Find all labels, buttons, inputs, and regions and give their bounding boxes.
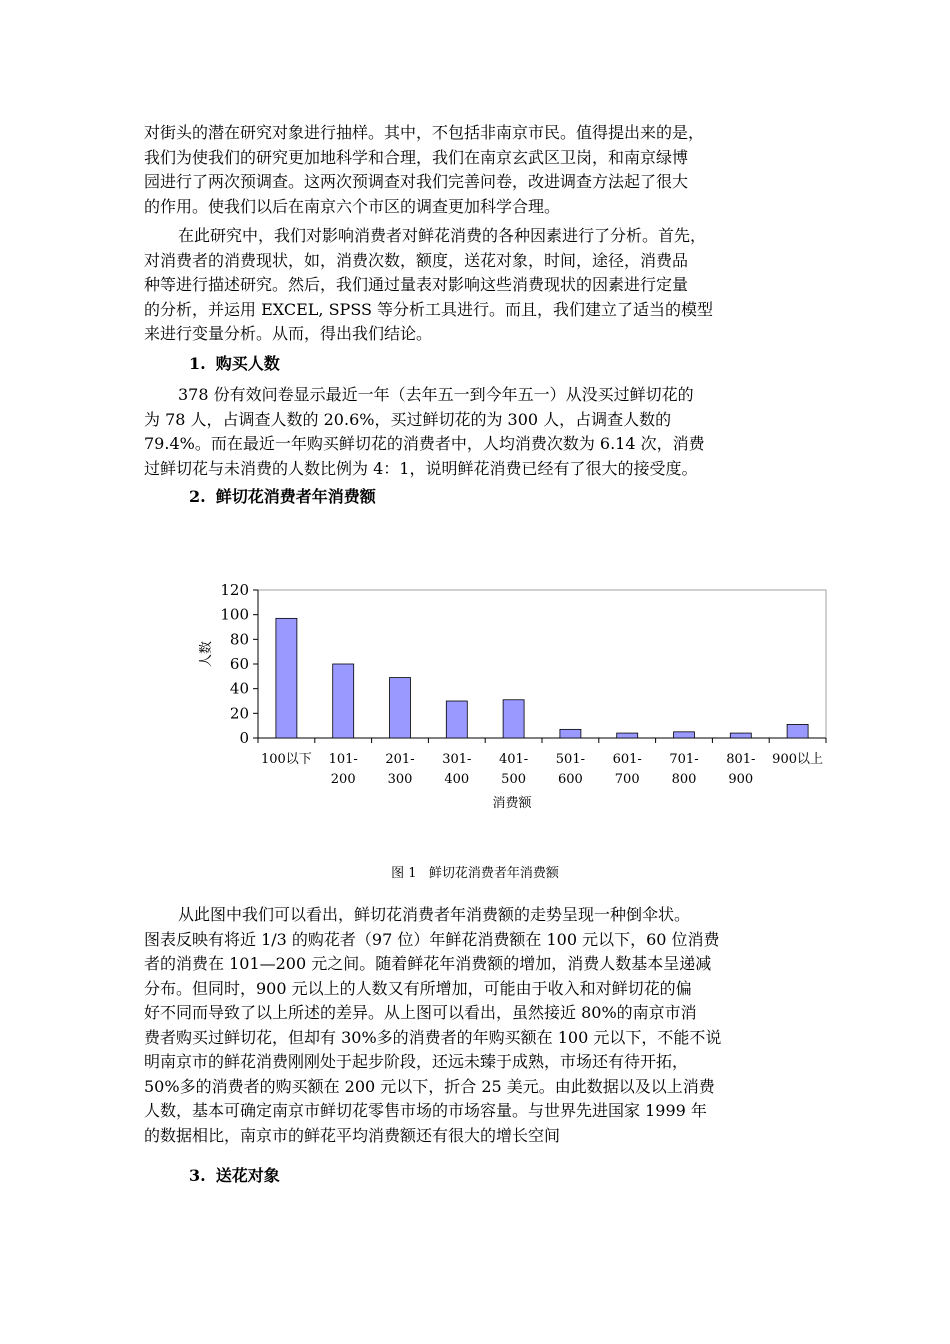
y-tick-label: 100 — [220, 605, 249, 624]
x-tick-label: 100以下 — [260, 752, 312, 767]
text-line: 来进行变量分析。从而，得出我们结论。 — [144, 324, 433, 343]
bar — [730, 733, 751, 738]
section-heading-2 — [189, 484, 376, 507]
text-line: 者的消费在 101—200 元之间。随着鲜花年消费额的增加，消费人数基本呈递减 — [144, 954, 712, 973]
bar — [560, 729, 581, 738]
y-tick-label: 80 — [229, 630, 249, 649]
text-line: 在此研究中，我们对影响消费者对鲜花消费的各种因素进行了分析。首先， — [178, 226, 707, 245]
x-tick-label: 301- — [442, 752, 472, 767]
x-tick-label: 500 — [501, 772, 527, 787]
x-axis-title: 消费额 — [492, 796, 532, 811]
heading-number: 1. — [189, 354, 206, 373]
bar — [390, 678, 411, 738]
bar — [617, 733, 638, 738]
x-tick-label: 900 — [728, 772, 754, 787]
x-tick-label: 201- — [385, 752, 415, 767]
text-line: 从此图中我们可以看出，鲜切花消费者年消费额的走势呈现一种倒伞状。 — [178, 905, 691, 924]
bar — [503, 700, 524, 738]
text-line: 我们为使我们的研究更加地科学和合理，我们在南京玄武区卫岗，和南京绿博 — [144, 147, 689, 167]
text-line: 对消费者的消费现状，如，消费次数，额度，送花对象，时间，途径，消费品 — [144, 250, 689, 270]
x-tick-label: 700 — [614, 772, 640, 787]
text-line: 人数，基本可确定南京市鲜切花零售市场的市场容量。与世界先进国家 1999 年 — [144, 1101, 707, 1120]
heading-text: 鲜切花消费者年消费额 — [215, 487, 376, 506]
x-tick-label: 200 — [330, 772, 356, 787]
x-tick-label: 801- — [726, 752, 756, 767]
text-line: 图表反映有将近 1/3 的购花者（97 位）年鲜花消费额在 100 元以下，60 位消费 — [144, 929, 720, 949]
text-line: 的数据相比，南京市的鲜花平均消费额还有很大的增长空间 — [144, 1125, 561, 1145]
bar — [333, 664, 354, 738]
text-line: 好不同而导致了以上所述的差异。从上图可以看出，虽然接近 80%的南京市消 — [144, 1003, 697, 1022]
bar — [446, 701, 467, 738]
consumption-bar-chart — [188, 572, 838, 822]
text-line: 50%多的消费者的购买额在 200 元以下，折合 25 美元。由此数据以及以上消费 — [144, 1076, 715, 1096]
figure-caption: 图 1 鲜切花消费者年消费额 — [391, 866, 559, 881]
text-line: 费者购买过鲜切花，但却有 30%多的消费者的年购买额在 100 元以下，不能不说 — [144, 1027, 722, 1047]
paragraph-sampling — [144, 121, 806, 219]
x-tick-label: 501- — [555, 752, 586, 767]
heading-text: 购买人数 — [215, 354, 280, 373]
text-line: 对街头的潜在研究对象进行抽样。其中，不包括非南京市民。值得提出来的是， — [144, 123, 705, 142]
section-heading-1 — [189, 351, 280, 374]
x-tick-label: 601- — [612, 752, 642, 767]
x-tick-label: 101- — [328, 752, 358, 767]
text-line: 79.4%。而在最近一年购买鲜切花的消费者中，人均消费次数为 6.14 次，消费 — [144, 434, 705, 453]
text-line: 的作用。使我们以后在南京六个市区的调查更加科学合理。 — [144, 196, 561, 216]
heading-text: 送花对象 — [215, 1166, 280, 1185]
text-line: 分布。但同时，900 元以上的人数又有所增加，可能由于收入和对鲜切花的偏 — [144, 978, 692, 998]
text-line: 明南京市的鲜花消费刚刚处于起步阶段，还远未臻于成熟，市场还有待开拓， — [144, 1052, 689, 1071]
y-axis-title: 人数 — [199, 640, 214, 668]
x-tick-label: 701- — [669, 752, 699, 767]
bar — [276, 618, 297, 738]
heading-number: 2. — [189, 487, 206, 506]
y-tick-label: 40 — [229, 679, 249, 698]
heading-number: 3. — [189, 1166, 206, 1185]
section-heading-3 — [189, 1163, 280, 1186]
x-tick-label: 600 — [557, 772, 583, 787]
bar — [674, 732, 695, 738]
text-line: 园进行了两次预调查。这两次预调查对我们完善问卷，改进调查方法起了很大 — [144, 172, 689, 191]
text-line: 378 份有效问卷显示最近一年（去年五一到今年五一）从没买过鲜切花的 — [178, 385, 694, 404]
y-tick-label: 20 — [229, 704, 249, 723]
paragraph-buyers — [144, 383, 806, 481]
y-tick-label: 120 — [220, 581, 249, 599]
x-tick-label: 900以上 — [772, 752, 824, 767]
text-line: 种等进行描述研究。然后，我们通过量表对影响这些消费现状的因素进行定量 — [144, 275, 689, 294]
paragraph-analysis — [144, 903, 806, 1148]
bar — [787, 724, 808, 738]
text-line: 的分析，并运用 EXCEL, SPSS 等分析工具进行。而且，我们建立了适当的模型 — [144, 299, 714, 319]
x-tick-label: 800 — [671, 772, 697, 787]
text-line: 过鲜切花与未消费的人数比例为 4：1，说明鲜花消费已经有了很大的接受度。 — [144, 458, 698, 478]
text-line: 为 78 人，占调查人数的 20.6%，买过鲜切花的为 300 人，占调查人数的 — [144, 409, 672, 429]
y-tick-label: 60 — [229, 655, 249, 673]
x-tick-label: 401- — [498, 752, 529, 767]
x-tick-label: 300 — [387, 772, 413, 787]
y-tick-label: 0 — [239, 729, 249, 747]
paragraph-research — [144, 224, 806, 347]
x-tick-label: 400 — [444, 772, 470, 787]
